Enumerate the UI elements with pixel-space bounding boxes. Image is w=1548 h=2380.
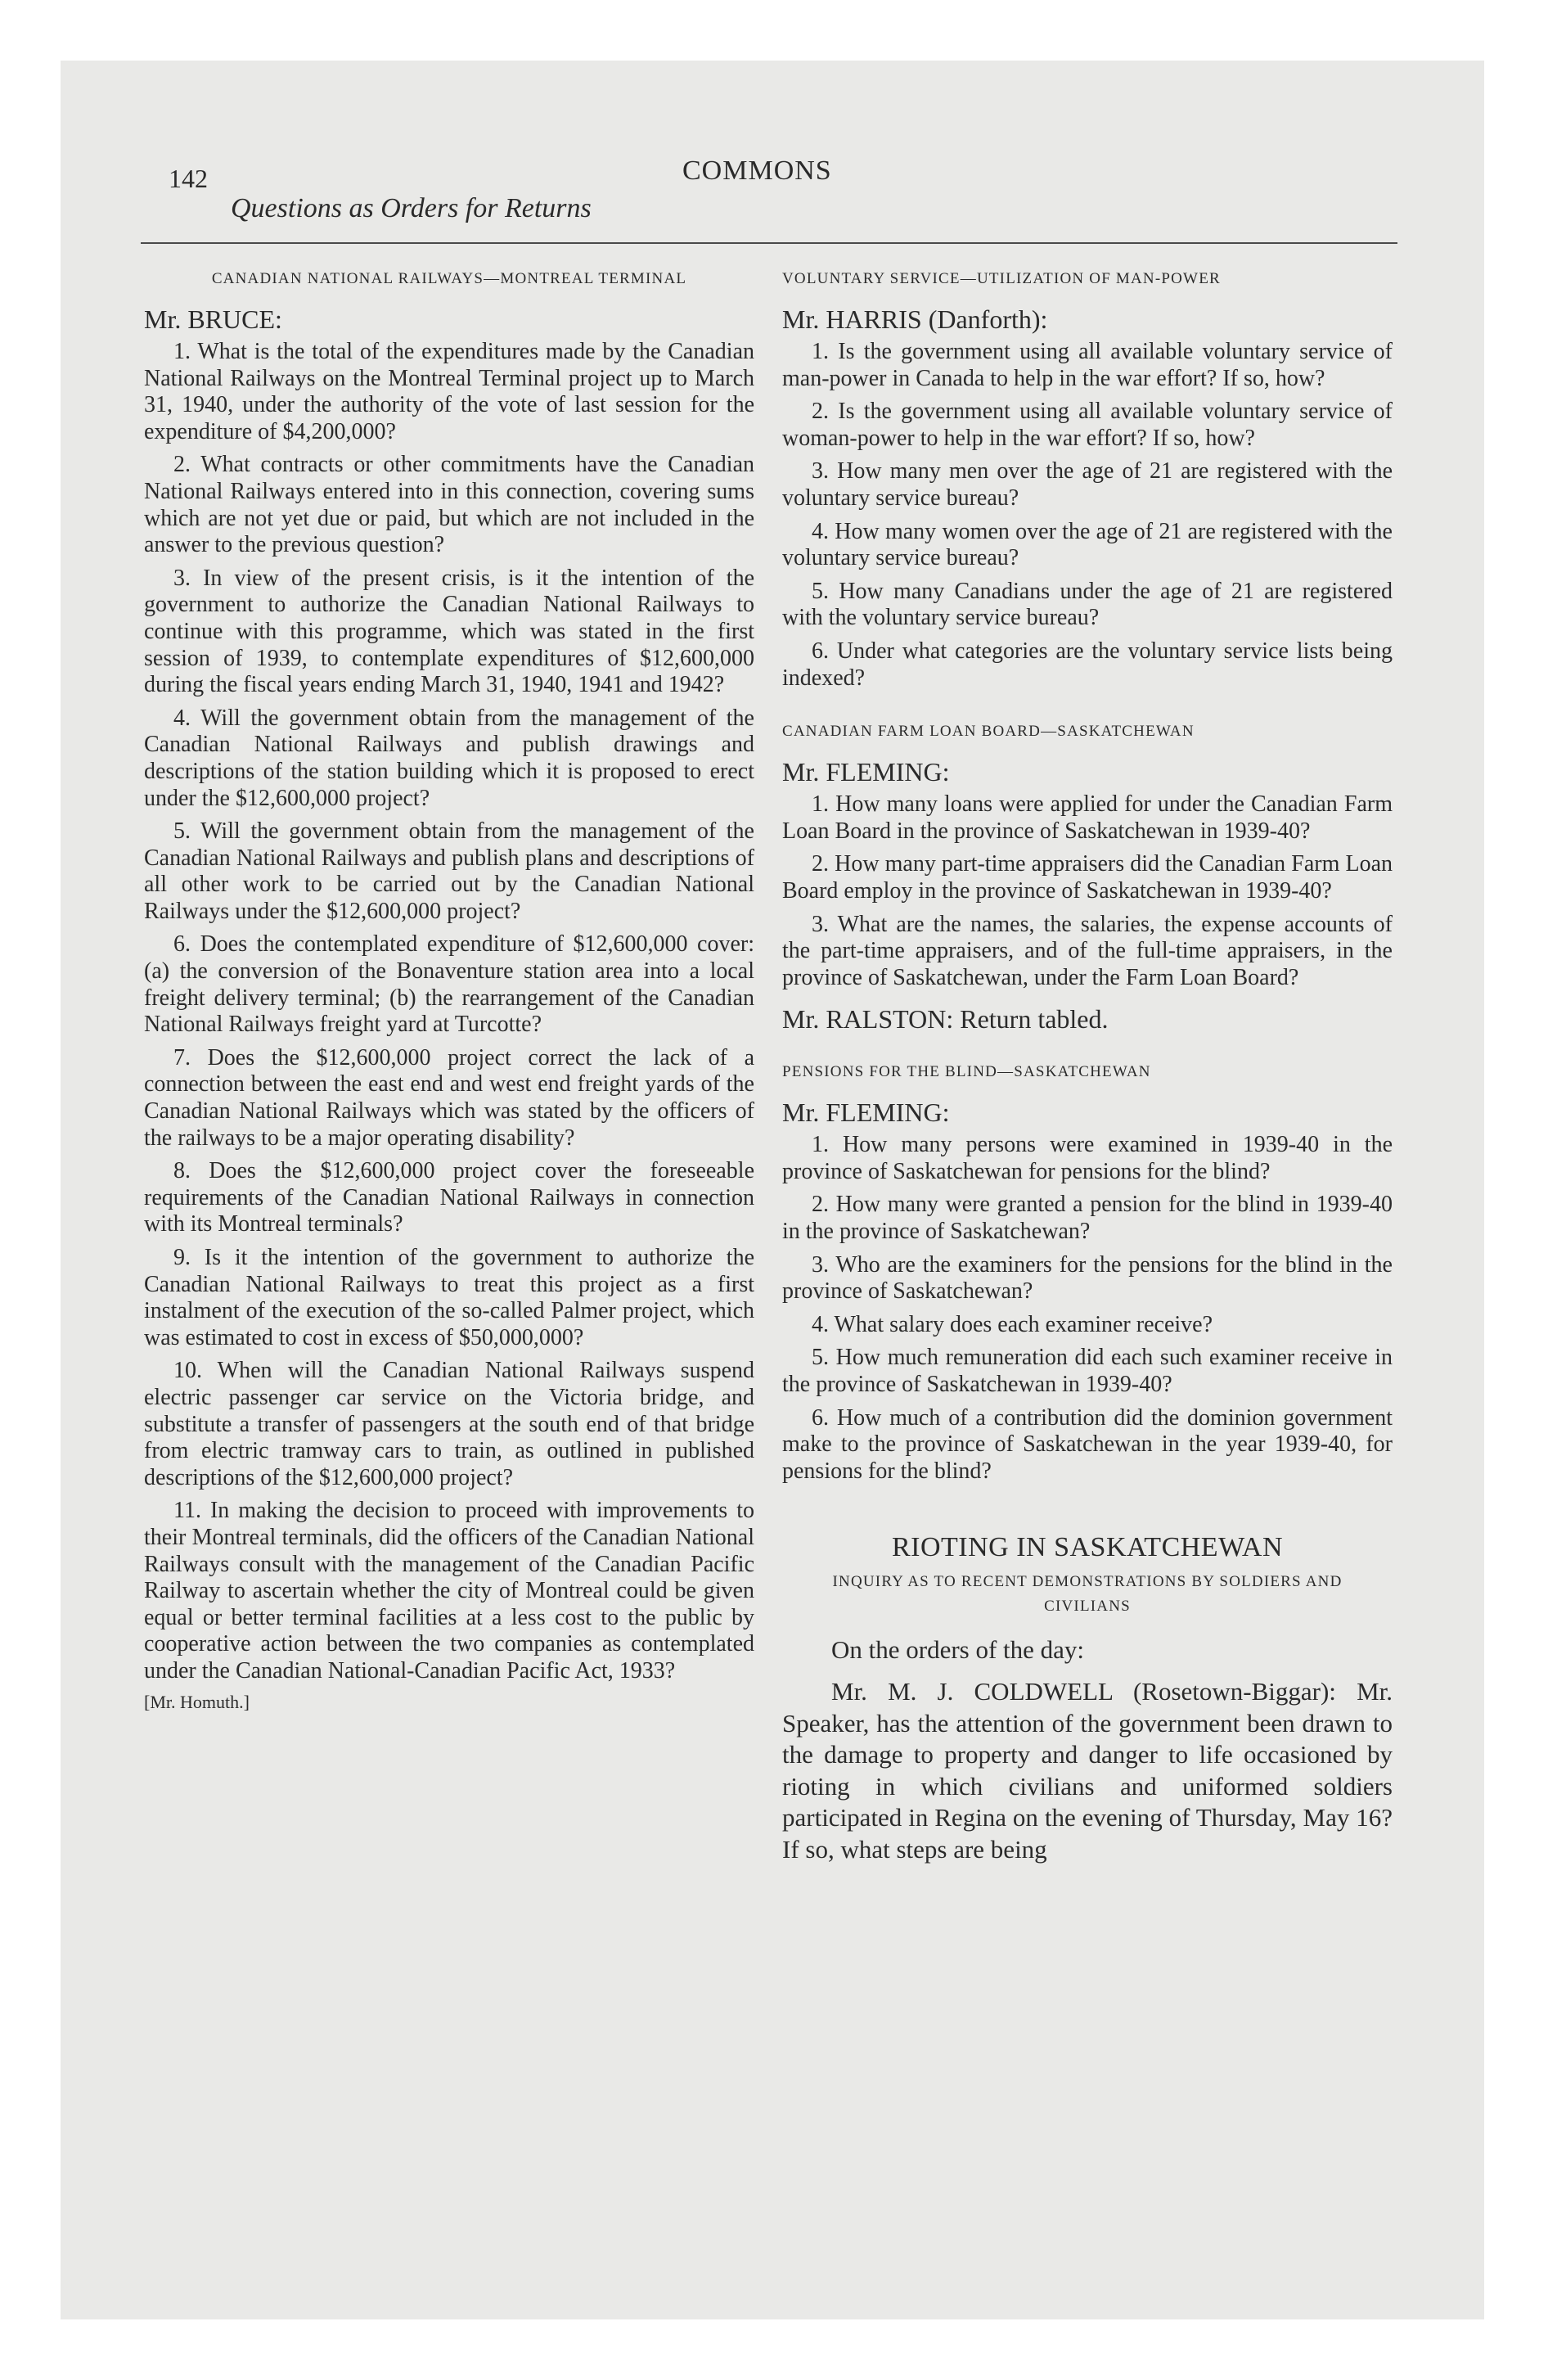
question: 3. Who are the examiners for the pensions for the blind in the province of Saskatchewan? bbox=[782, 1251, 1393, 1305]
question: 3. In view of the present crisis, is it the intention of the government to authorize the Canadian National Railways to continue with this programme, which was stated in the first session of 1939, to contemplate expenditures of $12,600,000 during the fiscal years ending March 31, 1940, 1941 and 1942? bbox=[144, 565, 754, 698]
orders-of-day: On the orders of the day: bbox=[831, 1635, 1085, 1665]
question: 2. How many were granted a pension for the blind in 1939-40 in the province of Saskatchewan? bbox=[782, 1192, 1393, 1245]
question: 1. How many loans were applied for under the Canadian Farm Loan Board in the province of Saskatchewan in 1939-40? bbox=[782, 791, 1393, 844]
section-header: Questions as Orders for Returns bbox=[231, 193, 592, 223]
question: 8. Does the $12,600,000 project cover the foreseeable requirements of the Canadian National Railways in connection with its Montreal terminals? bbox=[144, 1158, 754, 1237]
rioting-subtitle: INQUIRY AS TO RECENT DEMONSTRATIONS BY SOLDIERS AND CIVILIANS bbox=[832, 1573, 1343, 1616]
speaker-name: Mr. FLEMING: bbox=[782, 757, 950, 787]
question: 5. How many Canadians under the age of 21 are registered with the voluntary service bureau? bbox=[782, 578, 1393, 631]
section-heading: PENSIONS FOR THE BLIND—SASKATCHEWAN bbox=[782, 1063, 1151, 1081]
question: 1. How many persons were examined in 1939-40 in the province of Saskatchewan for pensions for the blind? bbox=[782, 1132, 1393, 1184]
left-column bbox=[144, 260, 754, 1713]
section-heading: CANADIAN NATIONAL RAILWAYS—MONTREAL TERMINAL bbox=[211, 270, 687, 287]
running-title: COMMONS bbox=[682, 156, 832, 186]
question: 10. When will the Canadian National Railways suspend electric passenger car service on the Victoria bridge, and substitute a transfer of passengers at the south end of that bridge from electric tramway cars to train, as outlined in published descriptions of the $12,600,000 project? bbox=[144, 1358, 754, 1490]
question: 3. What are the names, the salaries, the expense accounts of the part-time appraisers, and of the full-time appraisers, in the province of Saskatchewan, under the Farm Loan Board? bbox=[782, 911, 1393, 990]
question: 1. What is the total of the expenditures made by the Canadian National Railways on the Montreal Terminal project up to March 31, 1940, under the authority of the vote of last session for the expenditure of $4,200,000? bbox=[144, 339, 754, 444]
speaker-name: Mr. HARRIS (Danforth): bbox=[782, 304, 1048, 334]
question: 7. Does the $12,600,000 project correct the lack of a connection between the east end and west end freight yards of the Canadian National Railways which was stated by the officers of the railways to be a major operating disability? bbox=[144, 1044, 754, 1151]
question: 6. How much of a contribution did the dominion government make to the province of Saskatchewan in the year 1939-40, for pensions for the blind? bbox=[782, 1404, 1393, 1484]
section-heading: CANADIAN FARM LOAN BOARD—SASKATCHEWAN bbox=[782, 723, 1195, 741]
question: 2. What contracts or other commitments have the Canadian National Railways entered into in this connection, covering sums which are not yet due or paid, but which are not included in the answer to the previous question? bbox=[144, 452, 754, 558]
question: 2. Is the government using all available voluntary service of woman-power to help in the war effort? If so, how? bbox=[782, 399, 1393, 451]
speaker-name: Mr. BRUCE: bbox=[144, 304, 282, 334]
speaker-name: Mr. FLEMING: bbox=[782, 1098, 950, 1128]
member-note: [Mr. Homuth.] bbox=[144, 1691, 250, 1712]
question: 4. How many women over the age of 21 are registered with the voluntary service bureau? bbox=[782, 518, 1393, 571]
question: 4. Will the government obtain from the management of the Canadian National Railways and publish drawings and descriptions of the station building which it is proposed to erect under the $12,600,000 project? bbox=[144, 705, 754, 811]
question: 6. Does the contemplated expenditure of $12,600,000 cover: (a) the conversion of the Bonaventure station area into a local freight delivery terminal; (b) the rearrangement of the Canadian National Railways freight yard at Turcotte? bbox=[144, 931, 754, 1038]
question: 3. How many men over the age of 21 are registered with the voluntary service bureau? bbox=[782, 458, 1393, 511]
question: 1. Is the government using all available voluntary service of man-power in Canada to help in the war effort? If so, how? bbox=[782, 339, 1393, 391]
reply-line: Mr. RALSTON: Return tabled. bbox=[782, 1004, 1109, 1034]
question: 4. What salary does each examiner receive? bbox=[812, 1311, 1213, 1337]
header-rule bbox=[141, 242, 1397, 244]
question: 6. Under what categories are the voluntary service lists being indexed? bbox=[782, 638, 1393, 691]
question: 5. Will the government obtain from the management of the Canadian National Railways and publish plans and descriptions of all other work to be carried out by the Canadian National Railways under the $12,600,000 project? bbox=[144, 818, 754, 924]
question: 11. In making the decision to proceed with improvements to their Montreal terminals, did the officers of the Canadian National Railways consult with the management of the Canadian Pacific Railway to ascertain whether the city of Montreal could be given equal or better terminal facilities at a less cost to the public by cooperative action between the two companies as contemplated under the Canadian National-Canadian Pacific Act, 1933? bbox=[144, 1498, 754, 1684]
right-column bbox=[782, 260, 1393, 1891]
section-heading: VOLUNTARY SERVICE—UTILIZATION OF MAN-POWER bbox=[782, 270, 1221, 287]
rioting-title: RIOTING IN SASKATCHEWAN bbox=[891, 1532, 1284, 1563]
question: 5. How much remuneration did each such examiner receive in the province of Saskatchewan in 1939-40? bbox=[782, 1345, 1393, 1398]
question: 2. How many part-time appraisers did the Canadian Farm Loan Board employ in the province of Saskatchewan in 1939-40? bbox=[782, 851, 1393, 904]
page-number: 142 bbox=[169, 164, 208, 193]
question: 9. Is it the intention of the government to authorize the Canadian National Railways to treat this project as a first instalment of the execution of the so-called Palmer project, which was estimated to cost in excess of $50,000,000? bbox=[144, 1245, 754, 1350]
coldwell-statement: Mr. M. J. COLDWELL (Rosetown-Biggar): Mr. Speaker, has the attention of the government been drawn to the damage to property and danger to life occasioned by rioting in which civilians and uniformed soldiers participated in Regina on the evening of Thursday, May 16? If so, what steps are being bbox=[782, 1677, 1393, 1864]
